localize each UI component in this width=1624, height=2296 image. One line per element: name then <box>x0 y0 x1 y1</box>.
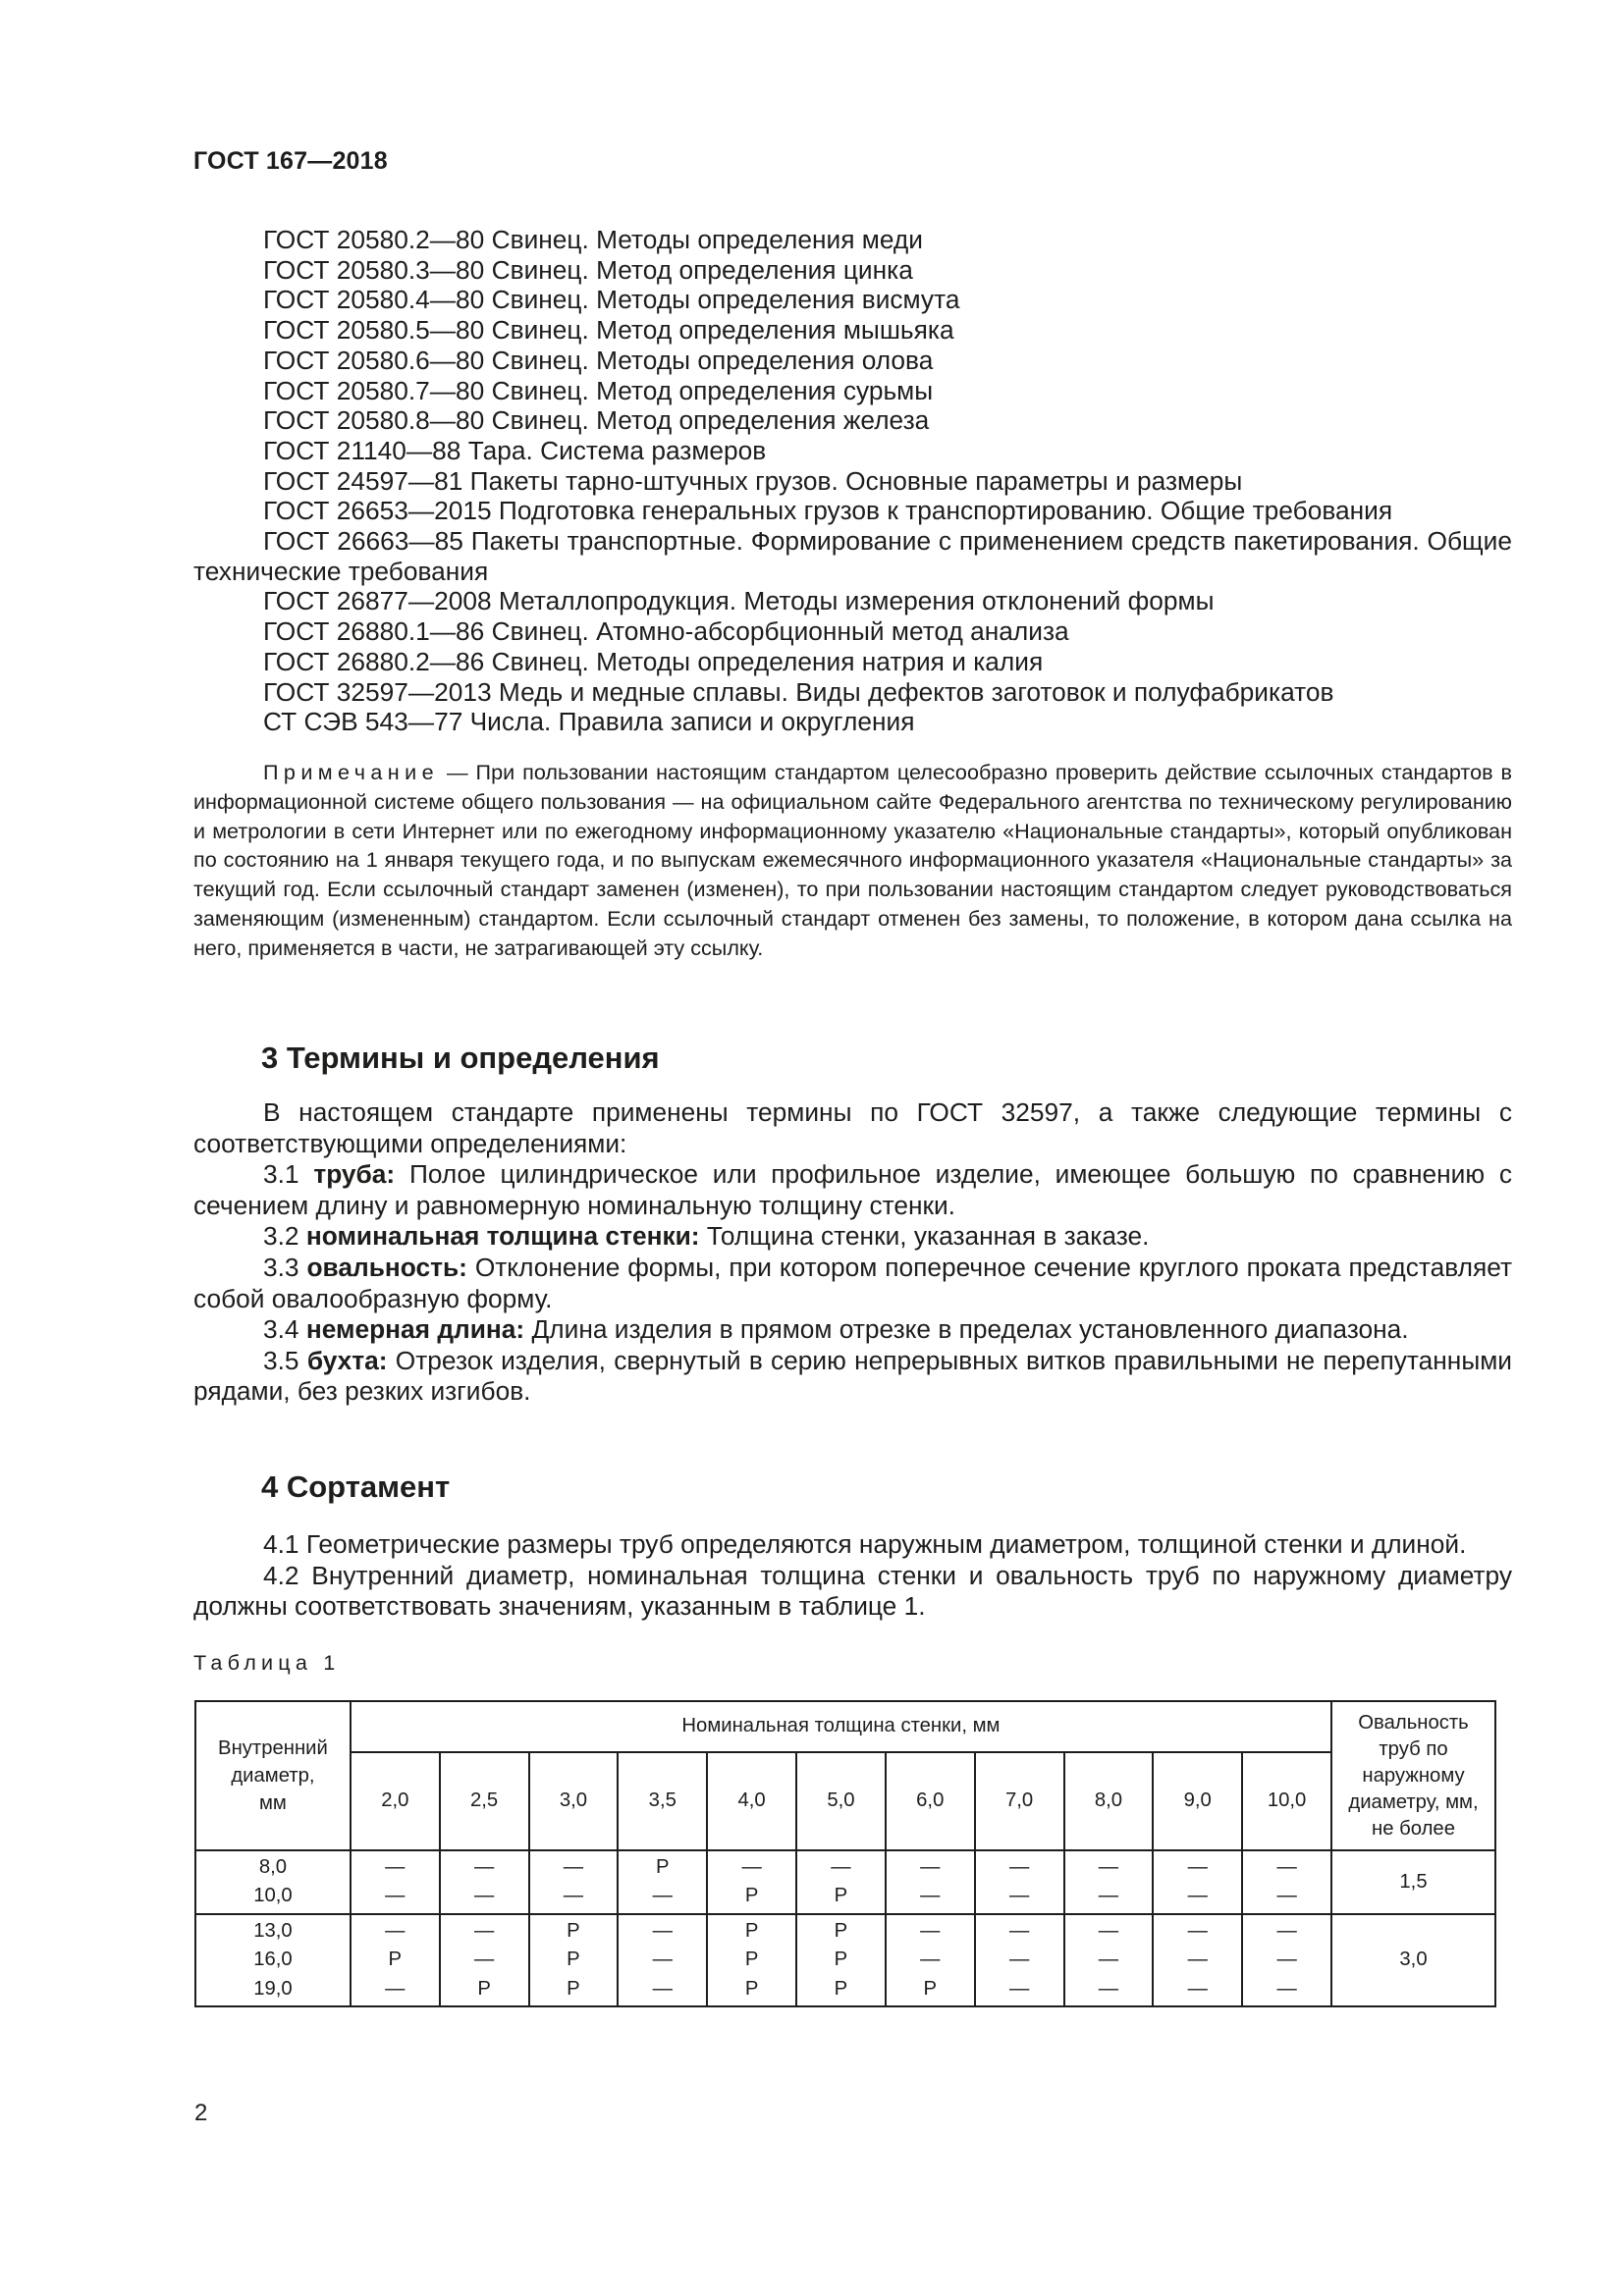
table-header-row-1 <box>195 1701 1495 1752</box>
section-4-para-2: 4.2 Внутренний диаметр, номинальная толщина стенки и овальность труб по наружному диаметру должны соответствовать значениям, указанным в таблице 1. <box>193 1560 1512 1622</box>
availability-mark: — <box>563 1856 584 1878</box>
availability-mark: Р <box>923 1977 938 2000</box>
availability-mark: — <box>1008 1919 1030 1942</box>
header-inner-diameter <box>195 1701 351 1850</box>
references-note <box>193 758 1512 963</box>
reference-item: ГОСТ 26877—2008 Металлопродукция. Методы измерения отклонений формы <box>263 586 1215 616</box>
term-text: Длина изделия в прямом отрезке в пределах установленного диапазона. <box>531 1314 1409 1345</box>
term-name: номинальная толщина стенки: <box>305 1221 700 1252</box>
section-3-title: 3 Термины и определения <box>261 1041 660 1075</box>
availability-cell <box>796 1850 886 1914</box>
term-definition <box>193 1221 1512 1253</box>
header-text: наружному <box>1362 1764 1465 1787</box>
availability-cell <box>796 1914 886 2006</box>
availability-mark: Р <box>744 1885 759 1907</box>
availability-mark: Р <box>567 1977 580 2000</box>
running-header: ГОСТ 167—2018 <box>193 147 388 175</box>
header-wall-value: 2,5 <box>440 1752 529 1850</box>
reference-item: ГОСТ 20580.2—80 Свинец. Методы определения меди <box>263 225 923 254</box>
term-definition <box>193 1159 1512 1221</box>
availability-cell <box>351 1914 440 2006</box>
availability-cell <box>975 1850 1064 1914</box>
header-ovality <box>1331 1701 1495 1850</box>
availability-mark: — <box>1187 1856 1208 1878</box>
availability-mark: — <box>652 1919 673 1942</box>
availability-mark: — <box>1187 1949 1208 1971</box>
availability-cell <box>440 1850 529 1914</box>
reference-item: ГОСТ 26653—2015 Подготовка генеральных грузов к транспортированию. Общие требования <box>263 496 1393 526</box>
header-text: Внутренний <box>218 1737 328 1759</box>
ovality-cell: 3,0 <box>1331 1914 1495 2006</box>
term-definition <box>193 1253 1512 1314</box>
availability-mark: — <box>385 1919 406 1942</box>
availability-mark: — <box>652 1885 673 1907</box>
table-body <box>195 1850 1495 2006</box>
term-text: Отклонение формы, при котором поперечное сечение круглого проката представляет собой овалообразную форму. <box>193 1252 1512 1313</box>
availability-mark: — <box>473 1885 495 1907</box>
availability-mark: Р <box>388 1949 403 1971</box>
term-definition <box>193 1346 1512 1408</box>
availability-cell <box>886 1850 975 1914</box>
availability-cell <box>440 1914 529 2006</box>
availability-mark: — <box>1008 1977 1030 2000</box>
header-wall-value: 8,0 <box>1064 1752 1154 1850</box>
header-text: мм <box>258 1792 287 1814</box>
reference-item: ГОСТ 26880.2—86 Свинец. Методы определения натрия и калия <box>263 646 1044 676</box>
header-text: не более <box>1372 1817 1455 1840</box>
availability-mark: Р <box>834 1977 848 2000</box>
availability-mark: — <box>831 1856 851 1878</box>
term-name: труба: <box>313 1159 396 1190</box>
availability-mark: — <box>1098 1949 1119 1971</box>
term-number: 3.1 <box>263 1159 299 1190</box>
availability-cell <box>529 1914 619 2006</box>
normative-references-list <box>193 225 1512 737</box>
term-name: овальность: <box>306 1252 467 1282</box>
availability-mark: — <box>1187 1919 1208 1942</box>
availability-mark: — <box>1098 1977 1119 2000</box>
table-caption: Таблица 1 <box>193 1650 341 1675</box>
availability-mark: — <box>473 1856 495 1878</box>
term-number: 3.2 <box>263 1221 299 1252</box>
availability-mark: — <box>1276 1949 1297 1971</box>
availability-mark: Р <box>744 1977 759 2000</box>
availability-cell <box>618 1850 707 1914</box>
availability-mark: — <box>920 1919 941 1942</box>
note-label: Примечание <box>263 760 439 784</box>
diameter-value: 8,0 <box>258 1856 288 1878</box>
header-wall-value: 4,0 <box>707 1752 796 1850</box>
availability-cell <box>529 1850 619 1914</box>
section-3-body <box>193 1097 1512 1408</box>
availability-mark: — <box>385 1856 406 1878</box>
availability-mark: — <box>920 1856 941 1878</box>
availability-cell <box>1153 1850 1242 1914</box>
reference-item: ГОСТ 20580.5—80 Свинец. Метод определения мышьяка <box>263 315 954 346</box>
availability-mark: — <box>1008 1949 1030 1971</box>
table-header-row-2 <box>195 1752 1495 1850</box>
header-text: диаметру, мм, <box>1348 1790 1479 1813</box>
availability-mark: Р <box>834 1885 848 1907</box>
diameter-value: 16,0 <box>253 1949 293 1971</box>
section-4-body <box>193 1529 1512 1623</box>
table-row-group <box>195 1914 1495 2006</box>
section-4-title: 4 Сортамент <box>261 1469 451 1504</box>
reference-item: ГОСТ 24597—81 Пакеты тарно-штучных грузов. Основные параметры и размеры <box>263 465 1243 496</box>
diameter-value: 19,0 <box>253 1977 293 2000</box>
reference-item: ГОСТ 20580.6—80 Свинец. Методы определения олова <box>263 345 934 375</box>
availability-mark: — <box>1008 1885 1030 1907</box>
term-text: Отрезок изделия, свернутый в серию непрерывных витков правильными не перепутанными рядами, без резких изгибов. <box>193 1345 1512 1407</box>
availability-cell <box>1064 1850 1154 1914</box>
table-1 <box>194 1700 1496 2007</box>
availability-mark: — <box>385 1885 406 1907</box>
term-text: Полое цилиндрическое или профильное изделие, имеющее большую по сравнению с сечением длину и равномерную номинальную толщину стенки. <box>193 1159 1512 1220</box>
availability-mark: — <box>563 1885 584 1907</box>
availability-mark: — <box>1276 1885 1297 1907</box>
header-wall-value: 6,0 <box>886 1752 975 1850</box>
availability-mark: — <box>741 1856 762 1878</box>
header-wall-value: 5,0 <box>796 1752 886 1850</box>
term-number: 3.5 <box>263 1345 299 1375</box>
term-name: бухта: <box>306 1345 388 1375</box>
reference-item: ГОСТ 26880.1—86 Свинец. Атомно-абсорбционный метод анализа <box>263 616 1069 647</box>
availability-mark: — <box>1276 1919 1297 1942</box>
availability-mark: — <box>920 1885 941 1907</box>
availability-cell <box>1242 1850 1331 1914</box>
availability-mark: — <box>652 1949 673 1971</box>
availability-cell <box>707 1850 796 1914</box>
section-4-para-1: 4.1 Геометрические размеры труб определяются наружным диаметром, толщиной стенки и длиной. <box>263 1529 1467 1559</box>
availability-mark: Р <box>834 1949 848 1971</box>
availability-cell <box>1153 1914 1242 2006</box>
availability-mark: Р <box>834 1919 848 1942</box>
availability-mark: Р <box>567 1919 580 1942</box>
availability-cell <box>618 1914 707 2006</box>
section-3-intro: В настоящем стандарте применены термины по ГОСТ 32597, а также следующие термины с соответствующими определениями: <box>193 1097 1512 1158</box>
page-number: 2 <box>194 2100 208 2126</box>
availability-mark: — <box>1187 1885 1208 1907</box>
ovality-cell: 1,5 <box>1331 1850 1495 1914</box>
term-number: 3.4 <box>263 1314 299 1345</box>
availability-mark: — <box>920 1949 941 1971</box>
header-wall-value: 7,0 <box>975 1752 1064 1850</box>
availability-mark: — <box>1008 1856 1030 1878</box>
availability-mark: — <box>1098 1919 1119 1942</box>
reference-item: ГОСТ 20580.4—80 Свинец. Методы определения висмута <box>263 285 960 315</box>
availability-mark: — <box>473 1949 495 1971</box>
diameter-value: 13,0 <box>253 1919 293 1942</box>
availability-mark: Р <box>567 1949 580 1971</box>
availability-mark: — <box>1098 1856 1119 1878</box>
availability-mark: — <box>652 1977 673 2000</box>
reference-item: ГОСТ 32597—2013 Медь и медные сплавы. Виды дефектов заготовок и полуфабрикатов <box>263 676 1334 707</box>
term-name: немерная длина: <box>305 1314 525 1345</box>
availability-mark: — <box>1276 1856 1297 1878</box>
reference-item: ГОСТ 20580.7—80 Свинец. Метод определения сурьмы <box>263 375 934 405</box>
term-text: Толщина стенки, указанная в заказе. <box>706 1221 1150 1252</box>
reference-item: ГОСТ 26663—85 Пакеты транспортные. Формирование с применением средств пакетирования. Общие технические требования <box>193 526 1512 586</box>
diameter-value: 10,0 <box>253 1885 293 1907</box>
header-wall-value: 3,5 <box>618 1752 707 1850</box>
reference-item: ГОСТ 20580.8—80 Свинец. Метод определения железа <box>263 405 930 436</box>
availability-cell <box>886 1914 975 2006</box>
note-text: — При пользовании настоящим стандартом целесообразно проверить действие ссылочных стандартов в информационной системе общего пользования — на официальном сайте Федерального агентства по техническому регулированию и метрологии в сети Интернет или по ежегодному информационному указателю «Национальные стандарты», который опубликован по состоянию на 1 января текущего года, и по выпускам ежемесячного информационного указателя «Национальные стандарты» за текущий год. Если ссылочный стандарт заменен (изменен), то при пользовании настоящим стандартом следует руководствоваться заменяющим (измененным) стандартом. Если ссылочный стандарт отменен без замены, то положение, в котором дана ссылка на него, применяется в части, не затрагивающей эту ссылку. <box>193 760 1512 960</box>
diameter-cell <box>195 1850 351 1914</box>
header-text: Овальность <box>1358 1711 1469 1734</box>
table-row-group <box>195 1850 1495 1914</box>
term-definition <box>193 1314 1512 1346</box>
reference-item: ГОСТ 20580.3—80 Свинец. Метод определения цинка <box>263 254 913 285</box>
availability-mark: — <box>473 1919 495 1942</box>
availability-cell <box>1064 1914 1154 2006</box>
header-text: диаметр, <box>231 1765 315 1787</box>
header-wall-value: 3,0 <box>529 1752 619 1850</box>
reference-item: ГОСТ 21140—88 Тара. Система размеров <box>263 435 767 465</box>
term-number: 3.3 <box>263 1252 299 1282</box>
availability-cell <box>351 1850 440 1914</box>
availability-mark: Р <box>744 1919 759 1942</box>
reference-item: СТ СЭВ 543—77 Числа. Правила записи и округления <box>263 707 915 737</box>
header-wall-value: 10,0 <box>1242 1752 1331 1850</box>
header-wall-thickness: Номинальная толщина стенки, мм <box>351 1701 1331 1752</box>
availability-mark: Р <box>744 1949 759 1971</box>
header-wall-value: 9,0 <box>1153 1752 1242 1850</box>
availability-cell <box>707 1914 796 2006</box>
availability-mark: — <box>1276 1977 1297 2000</box>
header-wall-value: 2,0 <box>351 1752 440 1850</box>
availability-mark: — <box>1098 1885 1119 1907</box>
availability-mark: Р <box>477 1977 491 2000</box>
availability-mark: — <box>385 1977 406 2000</box>
availability-cell <box>1242 1914 1331 2006</box>
diameter-cell <box>195 1914 351 2006</box>
header-text: труб по <box>1379 1737 1448 1760</box>
availability-mark: — <box>1187 1977 1208 2000</box>
availability-mark: Р <box>656 1856 670 1878</box>
availability-cell <box>975 1914 1064 2006</box>
